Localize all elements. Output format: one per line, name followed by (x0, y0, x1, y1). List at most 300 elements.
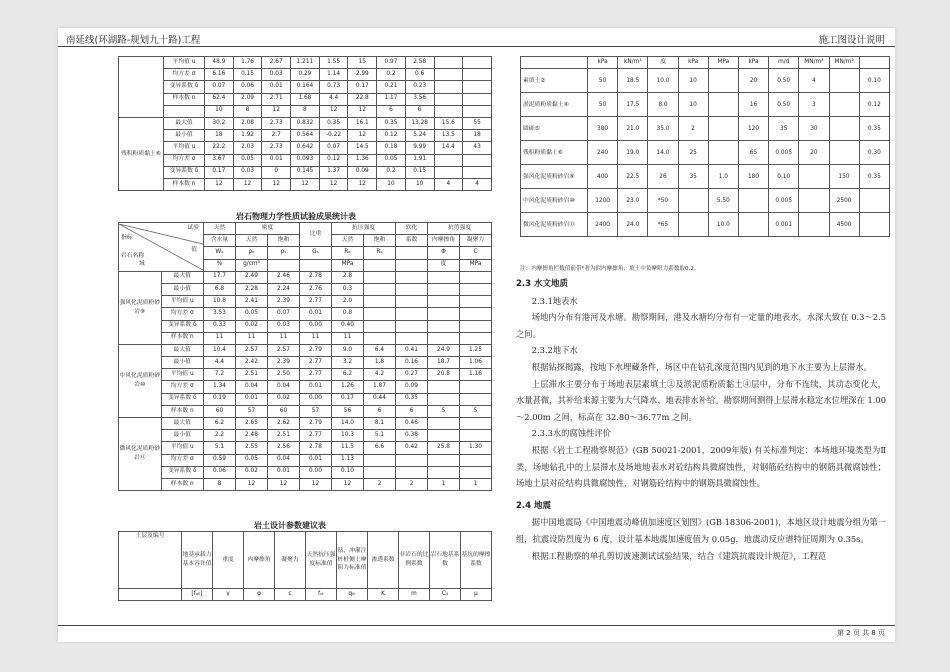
table-cell: 最小值 (164, 130, 205, 142)
table-cell: 18.7 (428, 357, 460, 369)
symbol-cell: qᵢₖ (337, 589, 368, 601)
table-cell (364, 454, 396, 466)
table-cell: 0.59 (204, 454, 236, 466)
table-cell: 0.29 (291, 69, 320, 81)
table-cell: 4 (463, 178, 492, 190)
table-cell: 60 (268, 405, 300, 417)
paragraph-earthquake: 据中国地震局《中国地震动峰值加速度区划图》(GB 18306-2001)，本地区设计地震分组为第一组，抗震设防烈度为 6 度，设计基本地震加速度值为 0.05g，地震动反应谱特征周期为 0.35s。 (516, 517, 887, 544)
unit-cell: 度 (648, 57, 678, 69)
table-cell: 2.0 (332, 296, 364, 308)
table-cell: 均方差 σ (161, 454, 204, 466)
table-cell (434, 93, 463, 105)
unit-cell: MPa (332, 259, 364, 271)
table-cell: 6 (405, 105, 434, 117)
table-cell: 12 (319, 105, 348, 117)
table-cell (463, 69, 492, 81)
table-cell: 10.0 (648, 69, 678, 93)
paragraph-surface-water: 场地内分布有港河及水塘。勘察期间，港及水塘均分布有一定量的地表水，水深大致在 0.3～2.5 之间。 (516, 312, 886, 339)
table-cell: 2.8 (332, 271, 364, 283)
table-cell: 0.145 (291, 166, 320, 178)
table-cell (434, 81, 463, 93)
table-cell: 12 (348, 178, 377, 190)
table-cell: 0.15 (233, 69, 262, 81)
header-cell: 密度 (236, 223, 300, 235)
table-cell: 0.03 (268, 320, 300, 332)
header-cell: 土层及编号 (119, 532, 182, 589)
table-cell: 均方差 σ (164, 69, 205, 81)
unit-cell: MPa (708, 57, 738, 69)
table-cell: 0.02 (268, 393, 300, 405)
table-cell: 1.37 (319, 166, 348, 178)
table-cell (434, 57, 463, 69)
table-cell (463, 57, 492, 69)
table-cell: 1.14 (319, 69, 348, 81)
table-cell: 0.164 (291, 81, 320, 93)
table-cell: 0.12 (319, 154, 348, 166)
table-cell: 1.87 (364, 381, 396, 393)
table-cell: 23.0 (618, 189, 648, 213)
header-cell: 天然 (236, 235, 268, 247)
table-cell: 0.04 (268, 381, 300, 393)
header-cell: 非岩石的比例系数 (399, 532, 430, 589)
table-cell: 4.4 (204, 357, 236, 369)
table-cell: 5.1 (204, 442, 236, 454)
table-cell (364, 296, 396, 308)
table-row (119, 381, 492, 393)
table-cell: 2.51 (236, 369, 268, 381)
header-cell: 天然 (332, 235, 364, 247)
table-cell: 0.8 (332, 308, 364, 320)
table-cell: 最大值 (161, 271, 204, 283)
table-cell: 10 (678, 69, 708, 93)
table-cell: 8 (233, 105, 262, 117)
table-cell (460, 283, 492, 295)
table-cell (460, 393, 492, 405)
table-cell: 1.26 (332, 381, 364, 393)
table-cell: 2.51 (268, 430, 300, 442)
table-cell: 0.07 (268, 308, 300, 320)
table-cell: 1.17 (377, 93, 406, 105)
table-cell: 样本数 n (164, 93, 205, 105)
table-cell: 2400 (588, 213, 618, 237)
table-cell: 12 (348, 105, 377, 117)
table-cell (738, 213, 768, 237)
symbol-cell: fᵣₖ (306, 589, 337, 601)
table-cell: 0.02 (236, 320, 268, 332)
table-cell: 57 (300, 405, 332, 417)
table-cell: 5.24 (405, 130, 434, 142)
table-cell: 2.79 (300, 418, 332, 430)
table-cell: 2.79 (300, 344, 332, 356)
table-cell: 400 (588, 165, 618, 189)
symbol-cell: Gₛ (300, 247, 332, 259)
table-row (119, 393, 492, 405)
table-cell: 微风化泥质粉砂岩⑪ (521, 213, 588, 237)
header-cell: 抗剪强度 (428, 223, 492, 235)
table-cell: 0.17 (205, 166, 234, 178)
table-cell: 6.2 (332, 369, 364, 381)
heading-corrosion: 2.3.3水的腐蚀性评价 (531, 428, 611, 439)
table-cell: 0.38 (396, 430, 428, 442)
table-cell: 0.05 (236, 308, 268, 320)
table-cell: 14.5 (348, 142, 377, 154)
table-cell (829, 93, 859, 117)
table-cell (396, 271, 428, 283)
table-cell (829, 117, 859, 141)
table-row (521, 141, 890, 165)
table-cell: 0.27 (396, 369, 428, 381)
table-cell: 1.92 (233, 130, 262, 142)
table-cell (460, 271, 492, 283)
rock-stats-table (118, 222, 492, 491)
table-cell: 0.40 (332, 320, 364, 332)
table-cell: 12 (291, 178, 320, 190)
table-cell: 2.55 (236, 442, 268, 454)
body-text (516, 276, 886, 564)
table-cell: 35 (678, 165, 708, 189)
table-cell: 55 (463, 117, 492, 129)
table-cell: 180 (738, 165, 768, 189)
table-cell: 2500 (829, 189, 859, 213)
table-row (119, 105, 492, 117)
table-cell: 最大值 (161, 344, 204, 356)
heading-groundwater: 2.3.2地下水 (531, 345, 578, 356)
table-cell: 2.76 (300, 283, 332, 295)
table-cell: 2.28 (236, 283, 268, 295)
unit-cell: kN/m³ (618, 57, 648, 69)
table-cell (460, 418, 492, 430)
table-cell: 0.97 (377, 57, 406, 69)
table-row (119, 57, 492, 69)
table-cell: 0.2 (377, 69, 406, 81)
table-cell (463, 105, 492, 117)
header-h_val: 值 (191, 246, 197, 253)
table-cell: 12 (319, 178, 348, 190)
table-cell: 12 (262, 105, 291, 117)
header-cell: 重度 (213, 532, 244, 589)
table-cell: 2.41 (236, 296, 268, 308)
table-cell: 12 (236, 478, 268, 490)
table-cell: 20.8 (428, 369, 460, 381)
table-cell: 5 (428, 405, 460, 417)
table-cell: 6.2 (204, 418, 236, 430)
table-cell: 2.09 (233, 93, 262, 105)
table-cell: 1.211 (291, 57, 320, 69)
table-row (521, 213, 890, 237)
table-cell: 11 (268, 332, 300, 344)
table-cell: 0.10 (769, 165, 799, 189)
table-cell (460, 454, 492, 466)
table-cell (364, 320, 396, 332)
table-cell: 平均值 u (164, 142, 205, 154)
symbol-cell: φ (244, 589, 275, 601)
table-cell: 24.9 (428, 344, 460, 356)
table-cell: 1.13 (332, 454, 364, 466)
table-cell: 0.42 (396, 442, 428, 454)
table-cell: 2.77 (300, 296, 332, 308)
table-cell: 0.01 (262, 81, 291, 93)
table-cell: 19.0 (618, 141, 648, 165)
table-cell (463, 81, 492, 93)
table-cell: 变异系数 δ (164, 81, 205, 93)
table-cell: 0.03 (233, 166, 262, 178)
table-cell: 10 (205, 105, 234, 117)
header-cell: 基坑的摩擦系数 (461, 532, 492, 589)
table-cell: 2.39 (268, 296, 300, 308)
table-cell: 1.68 (291, 93, 320, 105)
table-cell: 2.73 (262, 117, 291, 129)
table-cell: 10 (377, 178, 406, 190)
unit-cell (396, 259, 428, 271)
table-cell: 0.564 (291, 130, 320, 142)
table-row (521, 57, 890, 69)
table-cell: 0.35 (859, 165, 889, 189)
table-cell: 0.21 (377, 81, 406, 93)
table-cell: 0.09 (396, 381, 428, 393)
table-cell: 20 (738, 69, 768, 93)
table-cell: 6.4 (364, 344, 396, 356)
header-cell: 抗压强度 (332, 223, 396, 235)
table-cell: 3.67 (205, 154, 234, 166)
table-cell: 2.7 (262, 130, 291, 142)
table-cell: 13.5 (434, 130, 463, 142)
table-row (119, 478, 492, 490)
table-cell: 样本数 n (161, 478, 204, 490)
unit-cell: kPa (678, 57, 708, 69)
table-cell: 变异系数 δ (161, 466, 204, 478)
table-cell: 24.0 (618, 213, 648, 237)
table-cell: 0.005 (769, 189, 799, 213)
table-cell: 3.53 (204, 308, 236, 320)
table-cell: 18 (463, 130, 492, 142)
table-cell: 2.77 (300, 430, 332, 442)
table-cell: 0.17 (332, 393, 364, 405)
header-h_name: 岩石名称 (121, 252, 145, 259)
table-cell: 25 (678, 141, 708, 165)
table-cell: 0.46 (396, 418, 428, 430)
table-cell: 11 (236, 332, 268, 344)
table-cell: 14.4 (434, 142, 463, 154)
table-cell: 0.01 (236, 393, 268, 405)
table-cell: 0.35 (319, 117, 348, 129)
table-cell: 0.17 (348, 81, 377, 93)
table-cell (428, 296, 460, 308)
table-cell: 0.10 (859, 69, 889, 93)
table-cell: 12 (233, 178, 262, 190)
symbol-cell: Wₒ (204, 247, 236, 259)
table-cell: 57 (236, 405, 268, 417)
table-cell: 1.30 (460, 442, 492, 454)
table-cell (799, 165, 829, 189)
symbol-cell: C (460, 247, 492, 259)
table-cell: 0.01 (268, 466, 300, 478)
table-cell (434, 105, 463, 117)
table-row (119, 320, 492, 332)
table-cell: 60 (204, 405, 236, 417)
table-cell: 均方差 σ (161, 381, 204, 393)
table-cell: 0.01 (300, 454, 332, 466)
table-cell: 2 (396, 478, 428, 490)
table-cell (460, 296, 492, 308)
table-cell: 0.07 (205, 81, 234, 93)
table-cell (428, 381, 460, 393)
table-cell (428, 308, 460, 320)
table-cell (428, 320, 460, 332)
table-cell: 240 (588, 141, 618, 165)
table-cell: 0.01 (300, 381, 332, 393)
table-row (119, 117, 492, 129)
table-cell (678, 213, 708, 237)
header-h_domain: 域 (139, 260, 145, 267)
table-cell (829, 141, 859, 165)
table-cell: 2.62 (268, 418, 300, 430)
header-cell: 岩石地基系数 (430, 532, 461, 589)
table-cell: 2.57 (236, 344, 268, 356)
table-cell: 2.78 (300, 442, 332, 454)
table-cell: 2.65 (236, 418, 268, 430)
table-cell: 50 (588, 93, 618, 117)
table-cell: 样本数 n (161, 332, 204, 344)
symbol-cell: γ (213, 589, 244, 601)
table-cell: 最小值 (161, 357, 204, 369)
table-cell: 3 (799, 93, 829, 117)
table-cell: 14.0 (648, 141, 678, 165)
table-cell (859, 213, 889, 237)
table-cell: 18.5 (618, 69, 648, 93)
unit-cell (268, 259, 300, 271)
table-row (119, 332, 492, 344)
table-cell: 2 (364, 478, 396, 490)
table-cell: 11 (204, 332, 236, 344)
header-cell: 饱和 (364, 235, 396, 247)
table-cell: 0.19 (204, 393, 236, 405)
table-cell: 0.642 (291, 142, 320, 154)
table-cell: 1.34 (204, 381, 236, 393)
table-cell: 均方差 σ (164, 154, 205, 166)
table-cell: 2.99 (348, 69, 377, 81)
symbol-cell: μ (461, 589, 492, 601)
header-h_test: 试验 (187, 224, 199, 231)
table-cell: 2.77 (300, 357, 332, 369)
table-cell: 2.50 (268, 369, 300, 381)
table-row (119, 178, 492, 190)
table-row (119, 430, 492, 442)
table-cell: 0.44 (364, 393, 396, 405)
table-cell: 11 (332, 332, 364, 344)
table-cell: 4.2 (364, 369, 396, 381)
symbol-cell: ρₛ (268, 247, 300, 259)
table-cell: 2.03 (233, 142, 262, 154)
table-cell: 0.41 (396, 344, 428, 356)
table-row (119, 308, 492, 320)
unit-cell: 度 (428, 259, 460, 271)
table-cell: 0.33 (204, 320, 236, 332)
table-cell: 22.2 (205, 142, 234, 154)
header-cell: 内摩擦角 (244, 532, 275, 589)
table-cell: 50 (588, 69, 618, 93)
table-cell: 0.06 (204, 466, 236, 478)
table-cell (396, 466, 428, 478)
symbol-cell (396, 247, 428, 259)
table-cell (738, 189, 768, 213)
table-cell (428, 430, 460, 442)
page-number: 第 2 页 共 8 页 (836, 629, 885, 637)
table-row (119, 81, 492, 93)
table-cell: 中风化泥质粉砂岩⑩ (521, 189, 588, 213)
table-cell: 16.1 (348, 117, 377, 129)
header-cell: 比重 (300, 223, 332, 247)
header-cell: 渗透系数 (368, 532, 399, 589)
table-cell: 0.01 (300, 308, 332, 320)
table-cell: 16 (738, 93, 768, 117)
table-cell: 2.78 (300, 271, 332, 283)
table-cell: 2.57 (268, 344, 300, 356)
table-row (119, 271, 492, 283)
table-cell: 0.01 (262, 154, 291, 166)
table-cell: 26 (648, 165, 678, 189)
table-cell (364, 271, 396, 283)
table-cell: 0.00 (300, 466, 332, 478)
table-cell: 变异系数 δ (164, 166, 205, 178)
table-cell: 15.6 (434, 117, 463, 129)
unit-cell: MN/m⁴ (799, 57, 829, 69)
table-cell: 0.07 (319, 142, 348, 154)
table-cell (434, 154, 463, 166)
table-cell (708, 117, 738, 141)
table-cell: 56 (332, 405, 364, 417)
table-cell: 0.23 (405, 81, 434, 93)
table-cell: 均方差 σ (161, 308, 204, 320)
table-cell: 20 (799, 141, 829, 165)
table-note: 注：内摩擦角栏数值前带*者为似内摩擦角；填土中负摩阻力系数取0.2。 (520, 266, 700, 272)
table-cell: 2.42 (236, 357, 268, 369)
table-cell: 10.8 (204, 296, 236, 308)
table-cell: 0.05 (236, 454, 268, 466)
table-cell: 9.99 (405, 142, 434, 154)
table-cell: 最小值 (161, 430, 204, 442)
table-cell: 最大值 (161, 418, 204, 430)
table-cell: 0.09 (348, 166, 377, 178)
table-cell: 2.77 (300, 369, 332, 381)
table-row (119, 223, 492, 235)
table-cell: 150 (829, 165, 859, 189)
table-cell: 0.005 (769, 141, 799, 165)
header-h_index: 指标 (121, 234, 133, 241)
table-cell (428, 466, 460, 478)
header-cell: 凝聚力 (275, 532, 306, 589)
table-cell: 0.03 (262, 69, 291, 81)
param-header-table (118, 531, 492, 601)
symbol-cell: Rₛ (364, 247, 396, 259)
table-cell (799, 213, 829, 237)
unit-cell (300, 259, 332, 271)
table-cell: 2.58 (405, 57, 434, 69)
table-cell (396, 320, 428, 332)
table-cell: 62.4 (205, 93, 234, 105)
table-cell: 30.2 (205, 117, 234, 129)
table-cell: 5.50 (708, 189, 738, 213)
table-row (521, 189, 890, 213)
table-cell: 变异系数 δ (161, 320, 204, 332)
table-cell: 最小值 (161, 283, 204, 295)
table-cell: 0.35 (377, 117, 406, 129)
table-cell: 30 (799, 117, 829, 141)
paragraph-corrosion: 根据《岩土工程勘察规范》(GB 50021-2001，2009年版) 有关标准判定：本场地环境类型为Ⅱ类，场地钻孔中的上层滞水及场地地表水对砼结构具微腐蚀性，对钢筋砼结构中的钢筋具微腐蚀性；场地土层对砼结构具微腐蚀性，对钢筋砼结构中的钢筋具微腐蚀性。 (516, 444, 886, 489)
table-cell: 8.0 (648, 93, 678, 117)
table-cell: 最大值 (164, 117, 205, 129)
table-cell (708, 69, 738, 93)
table-cell (428, 332, 460, 344)
